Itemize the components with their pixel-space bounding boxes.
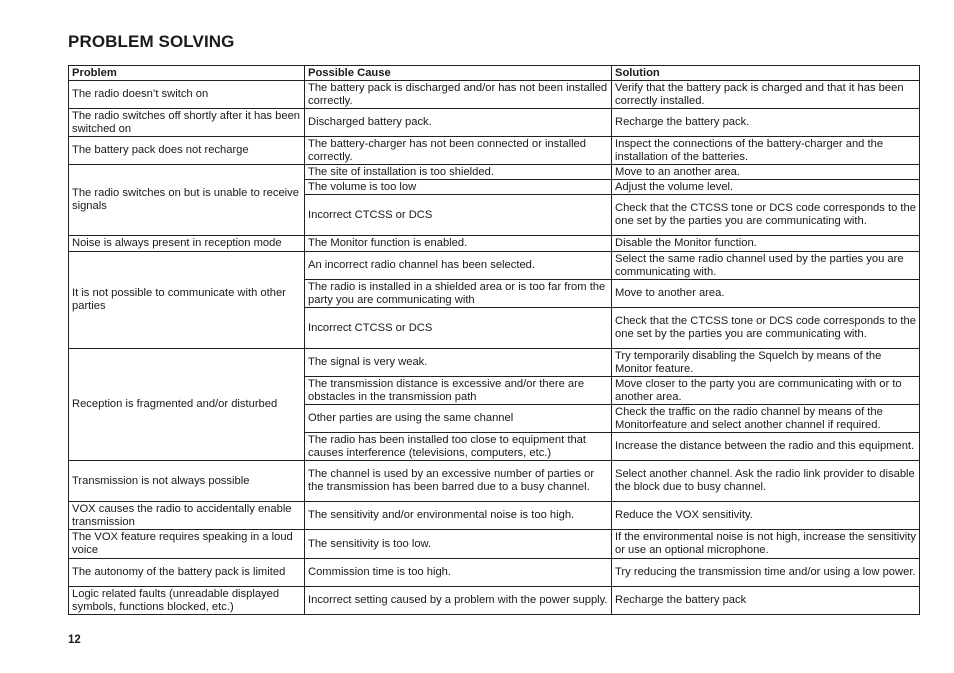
solution-cell: Inspect the connections of the battery-charger and the installation of the batteries. <box>612 137 920 165</box>
solution-cell: Check that the CTCSS tone or DCS code corresponds to the one set by the parties you are communicating with. <box>612 308 920 349</box>
table-row <box>69 559 920 587</box>
cause-cell: Incorrect CTCSS or DCS <box>305 308 612 349</box>
column-header-possible-cause: Possible Cause <box>305 66 612 81</box>
cause-cell: Incorrect CTCSS or DCS <box>305 195 612 236</box>
cause-cell: The sensitivity is too low. <box>305 530 612 559</box>
table-row <box>69 137 920 165</box>
cause-cell: The channel is used by an excessive number of parties or the transmission has been barred due to a busy channel. <box>305 461 612 502</box>
problem-solving-table <box>68 65 920 615</box>
problem-cell: The radio switches on but is unable to receive signals <box>69 165 305 236</box>
problem-cell: VOX causes the radio to accidentally enable transmission <box>69 502 305 530</box>
table-row <box>69 461 920 502</box>
cause-cell: The radio is installed in a shielded area or is too far from the party you are communicating with <box>305 280 612 308</box>
solution-cell: Verify that the battery pack is charged and that it has been correctly installed. <box>612 81 920 109</box>
problem-cell: The battery pack does not recharge <box>69 137 305 165</box>
solution-cell: Disable the Monitor function. <box>612 236 920 252</box>
table-header-row <box>69 66 920 81</box>
solution-cell: If the environmental noise is not high, increase the sensitivity or use an optional microphone. <box>612 530 920 559</box>
solution-cell: Select another channel. Ask the radio link provider to disable the block due to busy channel. <box>612 461 920 502</box>
table-row <box>69 252 920 280</box>
cause-cell: The sensitivity and/or environmental noise is too high. <box>305 502 612 530</box>
problem-cell: Logic related faults (unreadable displayed symbols, functions blocked, etc.) <box>69 587 305 615</box>
solution-cell: Select the same radio channel used by the parties you are communicating with. <box>612 252 920 280</box>
table-row <box>69 502 920 530</box>
solution-cell: Check the traffic on the radio channel by means of the Monitorfeature and select another channel if required. <box>612 405 920 433</box>
table-row <box>69 109 920 137</box>
solution-cell: Increase the distance between the radio and this equipment. <box>612 433 920 461</box>
column-header-solution: Solution <box>612 66 920 81</box>
cause-cell: The site of installation is too shielded. <box>305 165 612 180</box>
solution-cell: Move to an another area. <box>612 165 920 180</box>
cause-cell: The battery pack is discharged and/or has not been installed correctly. <box>305 81 612 109</box>
solution-cell: Adjust the volume level. <box>612 180 920 195</box>
table-row <box>69 165 920 180</box>
solution-cell: Move to another area. <box>612 280 920 308</box>
cause-cell: Other parties are using the same channel <box>305 405 612 433</box>
cause-cell: The Monitor function is enabled. <box>305 236 612 252</box>
cause-cell: The volume is too low <box>305 180 612 195</box>
cause-cell: The transmission distance is excessive and/or there are obstacles in the transmission path <box>305 377 612 405</box>
cause-cell: Discharged battery pack. <box>305 109 612 137</box>
problem-cell: Reception is fragmented and/or disturbed <box>69 349 305 461</box>
problem-cell: The autonomy of the battery pack is limited <box>69 559 305 587</box>
table-row <box>69 349 920 377</box>
problem-cell: It is not possible to communicate with other parties <box>69 252 305 349</box>
cause-cell: The signal is very weak. <box>305 349 612 377</box>
solution-cell: Move closer to the party you are communicating with or to another area. <box>612 377 920 405</box>
solution-cell: Recharge the battery pack. <box>612 109 920 137</box>
page-number: 12 <box>68 634 81 646</box>
solution-cell: Try reducing the transmission time and/or using a low power. <box>612 559 920 587</box>
table-row <box>69 530 920 559</box>
column-header-problem: Problem <box>69 66 305 81</box>
cause-cell: An incorrect radio channel has been selected. <box>305 252 612 280</box>
problem-cell: The radio switches off shortly after it has been switched on <box>69 109 305 137</box>
table-row <box>69 587 920 615</box>
solution-cell: Reduce the VOX sensitivity. <box>612 502 920 530</box>
problem-cell: The radio doesn’t switch on <box>69 81 305 109</box>
cause-cell: Commission time is too high. <box>305 559 612 587</box>
table-row <box>69 236 920 252</box>
solution-cell: Recharge the battery pack <box>612 587 920 615</box>
table-row <box>69 81 920 109</box>
problem-cell: Transmission is not always possible <box>69 461 305 502</box>
page-title: PROBLEM SOLVING <box>68 32 235 51</box>
solution-cell: Check that the CTCSS tone or DCS code corresponds to the one set by the parties you are communicating with. <box>612 195 920 236</box>
problem-cell: Noise is always present in reception mode <box>69 236 305 252</box>
cause-cell: Incorrect setting caused by a problem with the power supply. <box>305 587 612 615</box>
problem-cell: The VOX feature requires speaking in a loud voice <box>69 530 305 559</box>
cause-cell: The radio has been installed too close to equipment that causes interference (televisions, computers, etc.) <box>305 433 612 461</box>
solution-cell: Try temporarily disabling the Squelch by means of the Monitor feature. <box>612 349 920 377</box>
cause-cell: The battery-charger has not been connected or installed correctly. <box>305 137 612 165</box>
